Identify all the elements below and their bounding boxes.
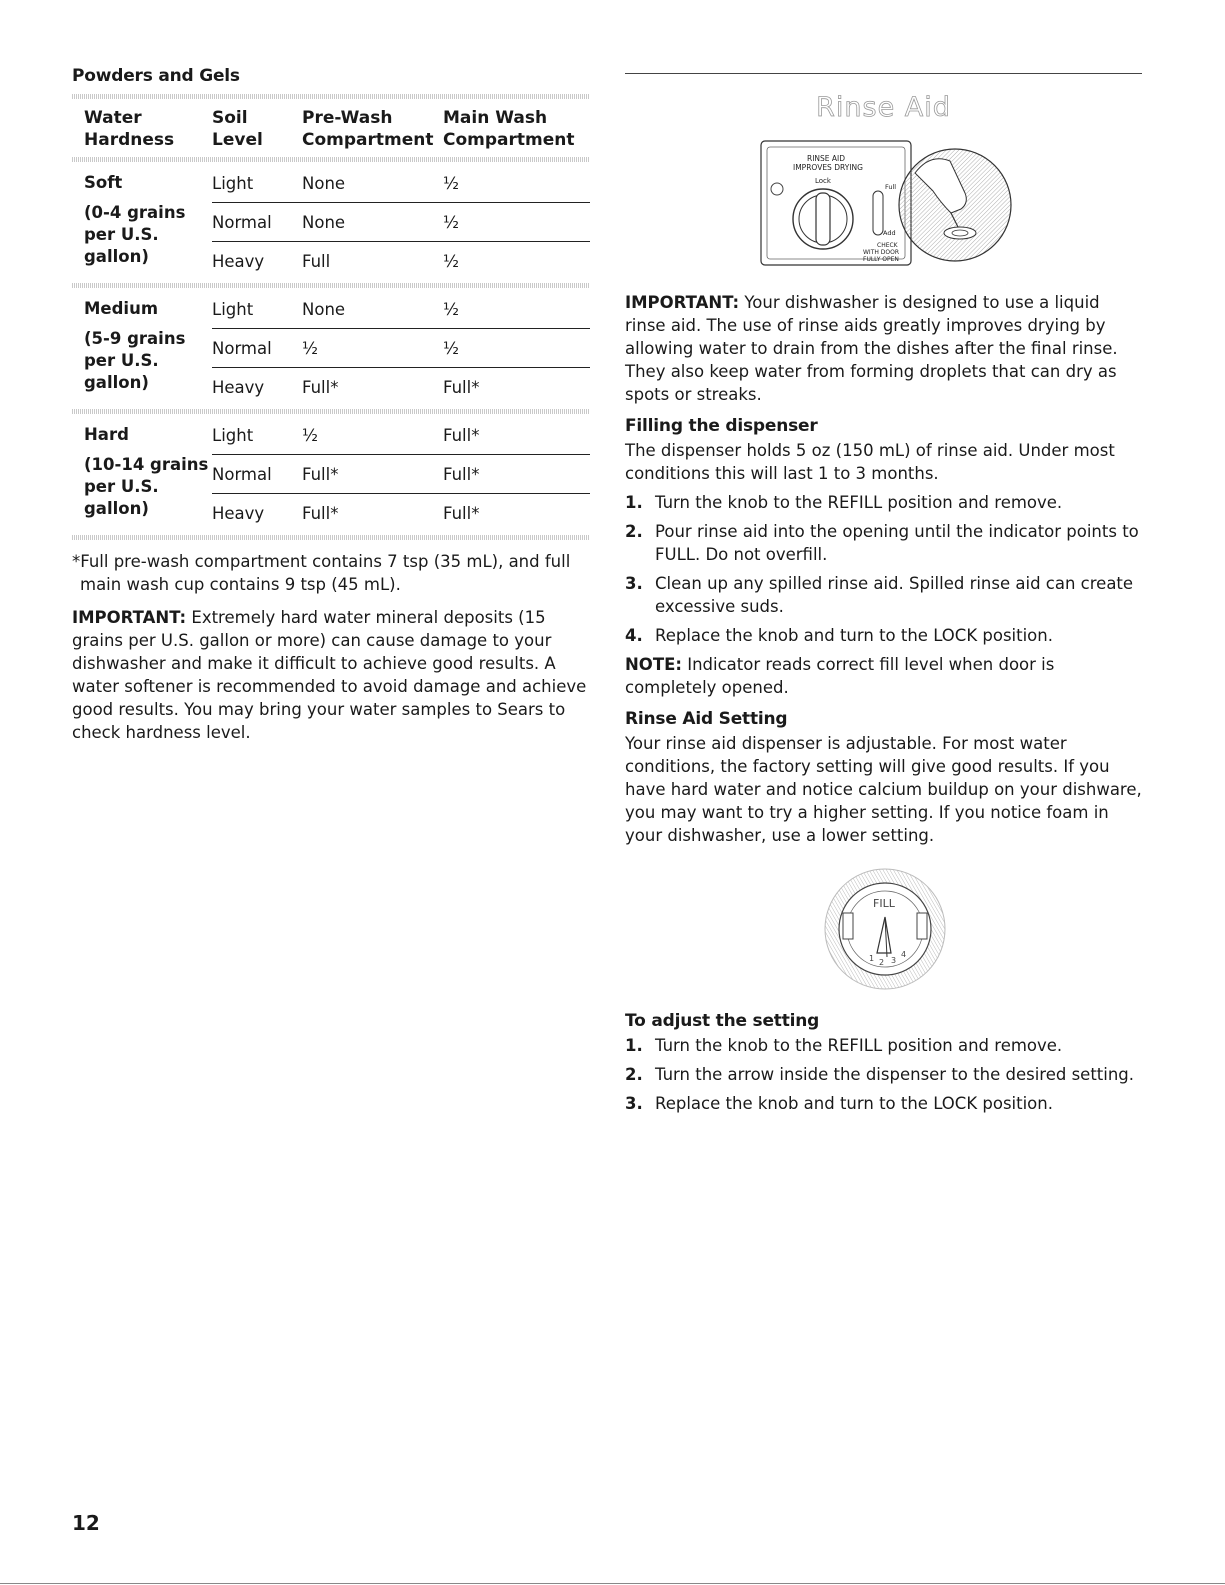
heading-rinse-aid-setting: Rinse Aid Setting bbox=[625, 709, 788, 729]
svg-text:4: 4 bbox=[901, 950, 907, 959]
group-label: Hard (10-14 grains per U.S. gallon) bbox=[84, 425, 209, 518]
svg-text:Lock: Lock bbox=[815, 177, 831, 185]
left-column bbox=[72, 66, 590, 744]
table-divider bbox=[72, 535, 590, 540]
important-paragraph-water: IMPORTANT: Extremely hard water mineral deposits (15 grains per U.S. gallon or more) can cause damage to your dishwasher and make it difficult to achieve good results. A water softener is recommended to avoid damage and achieve good results. You may bring your water samples to Sears to check hardness level. bbox=[72, 608, 587, 742]
table-row: Heavy Full ½ bbox=[212, 241, 590, 280]
list-item: 2. Pour rinse aid into the opening until the indicator points to FULL. Do not overfill. bbox=[625, 522, 1139, 564]
filling-paragraph: The dispenser holds 5 oz (150 mL) of rinse aid. Under most conditions this will last 1 to 3 months. bbox=[625, 441, 1115, 483]
header-water-hardness: Water Hardness bbox=[84, 108, 175, 150]
svg-text:Full: Full bbox=[885, 183, 897, 191]
note-paragraph: NOTE: Indicator reads correct fill level when door is completely opened. bbox=[625, 655, 1055, 697]
table-group-medium bbox=[72, 288, 590, 409]
rinse-aid-setting-dial-illustration bbox=[821, 865, 949, 993]
list-item: 3. Clean up any spilled rinse aid. Spilled rinse aid can create excessive suds. bbox=[625, 574, 1134, 616]
setting-paragraph: Your rinse aid dispenser is adjustable. For most water conditions, the factory setting will give good results. If you have hard water and notice calcium buildup on your dishware, you may want to try a higher setting. If you notice foam in your dishwasher, use a lower setting. bbox=[625, 734, 1142, 845]
header-prewash: Pre-Wash Compartment bbox=[302, 108, 434, 150]
header-soil-level: Soil Level bbox=[212, 108, 263, 150]
header-mainwash: Main Wash Compartment bbox=[443, 108, 575, 150]
svg-text:WITH DOOR: WITH DOOR bbox=[863, 249, 900, 256]
table-footnote: *Full pre-wash compartment contains 7 tsp (35 mL), and full main wash cup contains 9 tsp (45 mL). bbox=[72, 552, 571, 594]
top-rule bbox=[625, 73, 1142, 74]
rinse-aid-dispenser-illustration bbox=[755, 133, 1019, 273]
group-label: Soft (0-4 grains per U.S. gallon) bbox=[84, 173, 186, 266]
heading-filling-dispenser: Filling the dispenser bbox=[625, 416, 818, 436]
adjust-steps-list bbox=[625, 1034, 1142, 1115]
table-row: Light ½ Full* bbox=[212, 425, 480, 445]
list-item: 3. Replace the knob and turn to the LOCK position. bbox=[625, 1094, 1053, 1113]
table-row: Normal None ½ bbox=[212, 202, 590, 241]
svg-text:3: 3 bbox=[891, 956, 897, 965]
table-row: Heavy Full* Full* bbox=[212, 367, 590, 406]
svg-text:RINSE AID: RINSE AID bbox=[807, 154, 846, 163]
page-title-rinse-aid: Rinse Aid bbox=[816, 92, 951, 123]
list-item: 1. Turn the knob to the REFILL position and remove. bbox=[625, 1036, 1063, 1055]
table-row: Normal Full* Full* bbox=[212, 454, 590, 493]
important-paragraph-rinse: IMPORTANT: Your dishwasher is designed to use a liquid rinse aid. The use of rinse aids greatly improves drying by allowing water to drain from the dishes after the final rinse. They also keep water from forming droplets that can dry as spots or streaks. bbox=[625, 293, 1118, 404]
filling-steps-list bbox=[625, 491, 1142, 647]
heading-adjust-setting: To adjust the setting bbox=[625, 1011, 820, 1031]
right-column bbox=[625, 66, 1142, 1115]
svg-text:2: 2 bbox=[879, 958, 885, 967]
table-row: Light None ½ bbox=[212, 173, 459, 193]
table-header bbox=[72, 99, 590, 157]
svg-text:Add: Add bbox=[883, 229, 896, 237]
list-item: 1. Turn the knob to the REFILL position and remove. bbox=[625, 493, 1063, 512]
page-number: 12 bbox=[72, 1511, 100, 1535]
table-row: Normal ½ ½ bbox=[212, 328, 590, 367]
svg-text:IMPROVES DRYING: IMPROVES DRYING bbox=[793, 163, 863, 172]
table-row: Heavy Full* Full* bbox=[212, 493, 590, 532]
section-title-powders-gels: Powders and Gels bbox=[72, 66, 240, 86]
table-group-hard bbox=[72, 414, 590, 535]
svg-text:1: 1 bbox=[869, 954, 875, 963]
table-group-soft bbox=[72, 162, 590, 283]
group-label: Medium (5-9 grains per U.S. gallon) bbox=[84, 299, 186, 392]
svg-text:FULLY OPEN: FULLY OPEN bbox=[863, 256, 899, 263]
table-row: Light None ½ bbox=[212, 299, 459, 319]
list-item: 2. Turn the arrow inside the dispenser to the desired setting. bbox=[625, 1065, 1135, 1084]
list-item: 4. Replace the knob and turn to the LOCK position. bbox=[625, 626, 1053, 645]
bottom-rule bbox=[0, 1583, 1225, 1584]
svg-text:CHECK: CHECK bbox=[877, 242, 898, 249]
svg-text:FILL: FILL bbox=[873, 897, 895, 910]
